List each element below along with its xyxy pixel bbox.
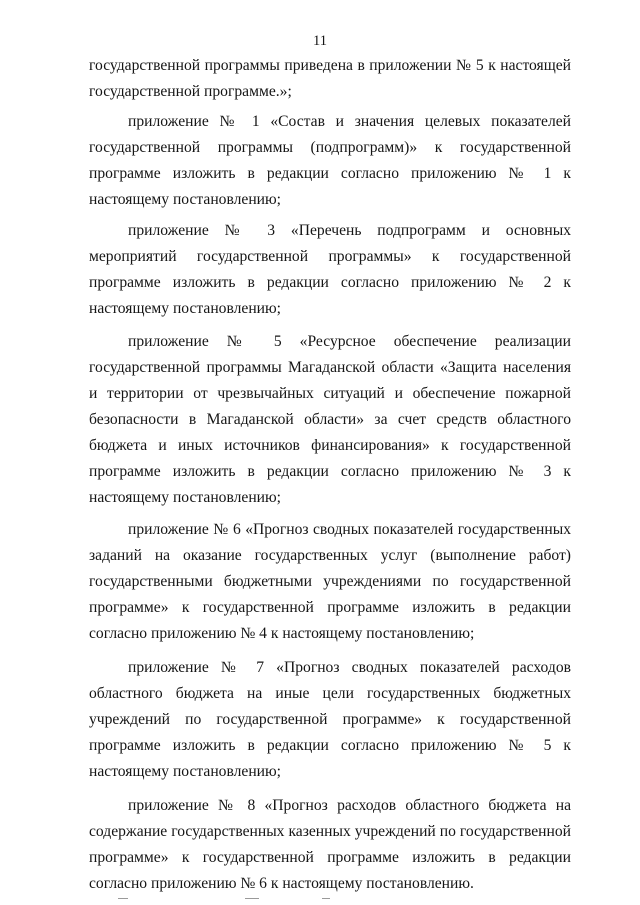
paragraph-appendix-3: приложение № 3 «Перечень подпрограмм и основных мероприятий государственной программы» к государственной программе изложить в редакции согласно приложению № 2 к настоящему постановлению;	[89, 222, 571, 318]
paragraph-appendix-1: приложение № 1 «Состав и значения целевых показателей государственной программы (подпрограмм)» к государственной программе изложить в редакции согласно приложению № 1 к настоящему постановлению;	[89, 112, 571, 208]
paragraph-appendix-8: приложение № 8 «Прогноз расходов областного бюджета на содержание государственных казенных учреждений по государственной программе» к государственной программе изложить в редакции согласно приложению № 6 к настоящему постановлению.	[89, 797, 571, 893]
scan-mark	[322, 898, 330, 899]
paragraph-appendix-6: приложение № 6 «Прогноз сводных показателей государственных заданий на оказание государственных услуг (выполнение работ) государственными бюджетными учреждениями по государственной программе» к государственной программе изложить в редакции согласно приложению № 4 к настоящему постановлению;	[89, 521, 571, 643]
document-body	[89, 53, 571, 897]
scan-edge-marks	[0, 898, 640, 900]
scan-mark	[118, 898, 128, 899]
paragraph-continuation: государственной программы приведена в приложении № 5 к настоящей государственной программе.»;	[89, 57, 571, 100]
page-number: 11	[313, 33, 327, 49]
paragraph-appendix-7: приложение № 7 «Прогноз сводных показателей расходов областного бюджета на иные цели государственных бюджетных учреждений по государственной программе» к государственной программе изложить в редакции согласно приложению № 5 к настоящему постановлению;	[89, 658, 571, 780]
paragraph-appendix-5: приложение № 5 «Ресурсное обеспечение реализации государственной программы Магаданской области «Защита населения и территории от чрезвычайных ситуаций и обеспечение пожарной безопасности в Магаданской области» за счет средств областного бюджета и иных источников финансирования» к государственной программе изложить в редакции согласно приложению № 3 к настоящему постановлению;	[89, 333, 571, 506]
scan-mark	[245, 898, 259, 899]
